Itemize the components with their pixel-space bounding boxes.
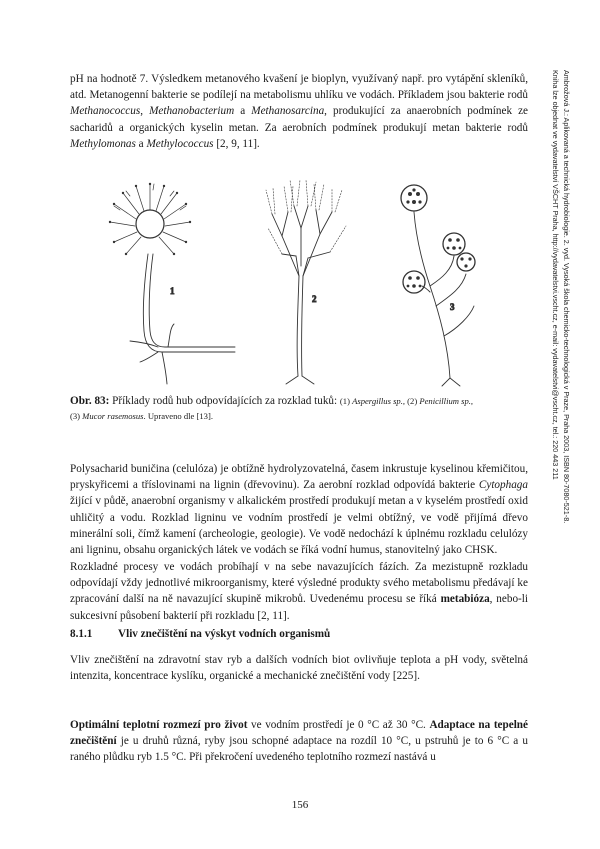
genus-methanobacterium: Methanobacterium xyxy=(149,105,235,118)
sidebar-order-info: Kniha lze objednat ve vydavatelství VŠCHT Praha, http://vydavatelstvi.vscht.cz, e-mail: vydavatelstvi@vscht.cz, tel.: 220 443 211 xyxy=(551,70,560,480)
figure-label-3: 3 xyxy=(450,302,455,312)
genus-methanosarcina: Methanosarcina xyxy=(251,105,325,118)
p2-text-a: Polysacharid buničina (celulóza) je obtížně hydrolyzovatelná, časem inkrustuje kyselinou křemičitou, pryskyřicemi a tříslovinami na lignin (dřevovinu). Za aerobní rozklad odpovídá bakterie xyxy=(70,463,528,492)
caption-species-penicillium: Penicillium sp. xyxy=(419,396,471,406)
p1-citation: [2, 9, 11]. xyxy=(213,137,260,150)
p5-text-b: je u druhů různá, ryby jsou schopné adaptace na rozdíl 10 °C, u pstruhů je to 6 °C a u raného plůdku ryb 1.5 °C. Při překročení uvedeného teplotního rozmezí nastává u xyxy=(70,735,528,764)
p1-sep-2: a xyxy=(234,105,252,118)
p1-sep-4: a xyxy=(135,137,147,150)
paragraph-methane xyxy=(70,71,528,152)
aspergillus-drawing xyxy=(109,183,235,384)
paragraph-pollution xyxy=(70,652,528,684)
caption-species-mucor: Mucor rasemosus xyxy=(82,411,144,421)
section-number: 8.1.1 xyxy=(70,628,93,640)
p3-text-a: Rozkladné procesy ve vodách probíhají v na sebe navazujících fázích. Za mezistupně rozkladu odpovídají vždy jednotlivé mikroorganismy, které výsledné produkty svého metabolismu předávají ke zpracování další na ně navazující skupině mikrobů. Uvedenému procesu se říká xyxy=(70,561,528,606)
caption-index-3: (3) xyxy=(70,411,83,421)
term-thermal-adaptation: Adaptace na tepelné znečištění xyxy=(70,719,528,748)
genus-methanococcus: Methanococcus xyxy=(70,105,141,118)
p1-sep-1: , xyxy=(140,105,150,118)
term-metabioza: metabióza xyxy=(440,593,490,606)
figure-label-1: 1 xyxy=(170,286,175,296)
caption-tail: . Upraveno dle [13]. xyxy=(143,411,213,421)
sidebar-citation: Ambrožová J.: Aplikovaná a technická hydrobiologie. 2. vyd. Vysoká škola chemicko-technologická v Praze, Praha 2003, ISBN 80-7080-521-8. xyxy=(562,70,571,524)
caption-sep: , xyxy=(470,396,474,406)
term-optimal-temperature: Optimální teplotní rozmezí pro život xyxy=(70,719,248,731)
paragraph-decomposition xyxy=(70,559,528,624)
penicillium-drawing xyxy=(266,180,346,384)
page-number: 156 xyxy=(291,799,309,811)
caption-species-aspergillus: Aspergillus sp. xyxy=(352,396,403,406)
p1-text-a: pH na hodnotě 7. Výsledkem metanového kvašení je bioplyn, využívaný např. pro vytápění skleníků, atd. Metanogenní bakterie se podílejí na metabolismu uhlíku ve vodách. Příkladem jsou bakterie rodů xyxy=(70,73,528,102)
figure-fungi-illustration xyxy=(70,166,528,388)
publisher-sidebar xyxy=(550,70,590,590)
section-title: Vliv znečištění na výskyt vodních organismů xyxy=(118,628,331,640)
p4-text: Vliv znečištění na zdravotní stav ryb a dalších vodních biot ovlivňuje teplota a pH vody, světelná intenzita, koncentrace kyslíku, organické a mechanické znečištění vody [225]. xyxy=(70,654,528,683)
p2-text-b: žijící v půdě, anaerobní organismy v alkalickém prostředí produkují metan a v kyselém prostředí oxid uhličitý a vodu. Rozklad ligninu ve vodním prostředí je velmi obtížný, ve vodě přijímá dřevo minerální soli, čímž kamení (archeologie, geologie). Ve vodě nedochází k úplnému rozkladu celulózy ani ligninu, obsahu organických látek ve vodách se říká vodní humus, stanovitelný jako CHSK. xyxy=(70,495,528,557)
genus-methylococcus: Methylococcus xyxy=(146,137,214,150)
figure-label-2: 2 xyxy=(312,294,317,304)
p3-text-b: , nebo-li sukcesivní působení bakterií při rozkladu [2, 11]. xyxy=(70,593,528,622)
section-heading xyxy=(70,628,528,640)
paragraph-temperature xyxy=(70,717,528,766)
caption-index-2: , (2) xyxy=(402,396,420,406)
caption-text: Příklady rodů hub odpovídajících za rozklad tuků: xyxy=(109,395,340,407)
caption-label: Obr. 83: xyxy=(70,395,110,407)
sidebar-text xyxy=(550,70,572,523)
genus-cytophaga: Cytophaga xyxy=(478,479,528,492)
p5-text-a: ve vodním prostředí je 0 °C až 30 °C. xyxy=(247,719,430,731)
figure-caption xyxy=(70,394,528,424)
genus-methylomonas: Methylomonas xyxy=(70,137,136,150)
p1-text-b: , produkující za anaerobních podmínek ze sacharidů a organických kyselin metan. Za aerobních podmínek produkují metan bakterie rodů xyxy=(70,105,529,134)
paragraph-cellulose xyxy=(70,461,528,558)
fungi-drawing xyxy=(70,166,528,388)
caption-index-1: (1) xyxy=(339,396,353,406)
mucor-drawing xyxy=(401,185,475,386)
